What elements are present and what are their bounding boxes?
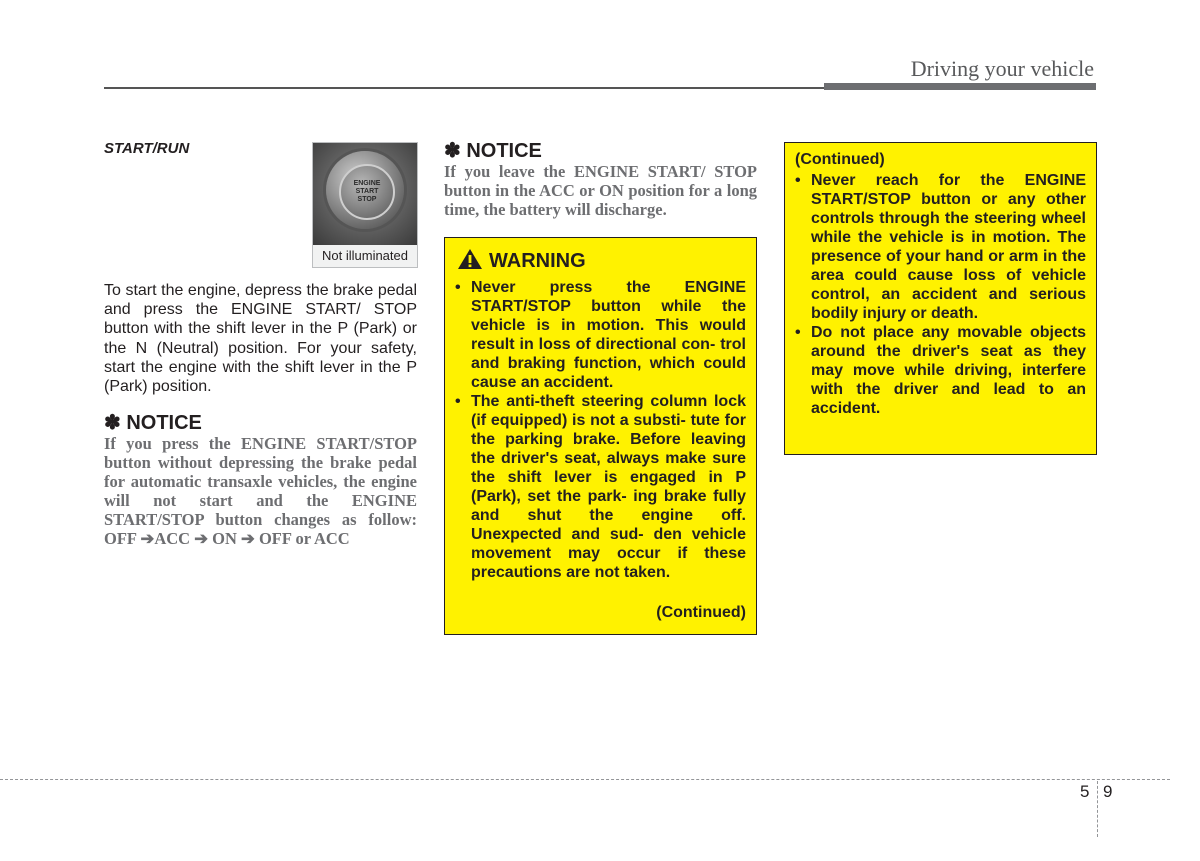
list-item [455,278,746,392]
warning-item-text: The anti-theft steering column lock (if equipped) is not a substi- tute for the parking brake. Before leaving the driver's seat, always make sure the shift lever is engaged in P (Park), set the park- ing brake fully and shut the engine off. Unexpected and sud- den vehicle movement may occur if these precautions are not taken. [471,393,746,581]
warning-triangle-icon [457,248,483,275]
warning-item-text: Do not place any movable objects around the driver's seat as they may move while driving, interfere with the driver and lead to an accident. [811,324,1086,417]
notice-heading: ✽ NOTICE [444,140,542,162]
warning-box [444,237,757,635]
left-column [104,140,417,548]
continued-heading: (Continued) [795,151,885,168]
figure-caption: Not illuminated [313,245,417,267]
bullet: • [795,324,801,341]
bullet: • [455,279,461,296]
engine-start-button [339,164,395,220]
footer-divider [1097,781,1098,837]
bullet: • [455,393,461,410]
middle-column [444,140,757,621]
warning-list [455,278,746,582]
start-button-photo [313,143,417,245]
list-item [795,171,1086,323]
warning-continued-list [795,171,1086,418]
continued-label: (Continued) [656,604,746,621]
warning-item-text: Never reach for the ENGINE START/STOP button or any other controls through the steering wheel while the vehicle is in motion. The presence of your hand or arm in the area could cause loss of vehicle control, an accident and serious bodily injury or death. [811,172,1086,322]
page-number: 9 [1103,782,1113,801]
start-instructions: To start the engine, depress the brake pedal and press the ENGINE START/ STOP button with the shift lever in the P (Park) or the N (Neutral) position. For your safety, start the engine with the shift lever in the P (Park) position. [104,282,417,396]
notice-text: If you press the ENGINE START/STOP button without depressing the brake pedal for automatic transaxle vehicles, the engine will not start and the ENGINE START/STOP button changes as follow: OFF ➔ACC ➔ ON ➔ OFF or ACC [104,434,417,548]
start-button-figure [312,142,418,268]
start-button-label: ENGINE START STOP [353,180,381,203]
notice-heading: ✽ NOTICE [104,412,202,434]
bullet: • [795,172,801,189]
warning-header [457,248,586,275]
header-rule [104,87,824,89]
header-title: Driving your vehicle [910,56,1094,81]
chapter-number: 5 [1080,782,1090,801]
start-button-ring [326,151,404,229]
list-item [795,323,1086,418]
warning-continued-box [784,142,1097,455]
section-label: START/RUN [104,140,190,157]
warning-item-text: Never press the ENGINE START/STOP button while the vehicle is in motion. This would result in loss of directional con- trol and braking function, which could cause an accident. [471,279,746,391]
footer-rule [0,779,1170,780]
warning-title: WARNING [489,250,586,272]
list-item [455,392,746,582]
notice-text: If you leave the ENGINE START/ STOP button in the ACC or ON position for a long time, the battery will discharge. [444,162,757,219]
header-rule-accent [824,83,1096,90]
notice-left [104,412,417,548]
